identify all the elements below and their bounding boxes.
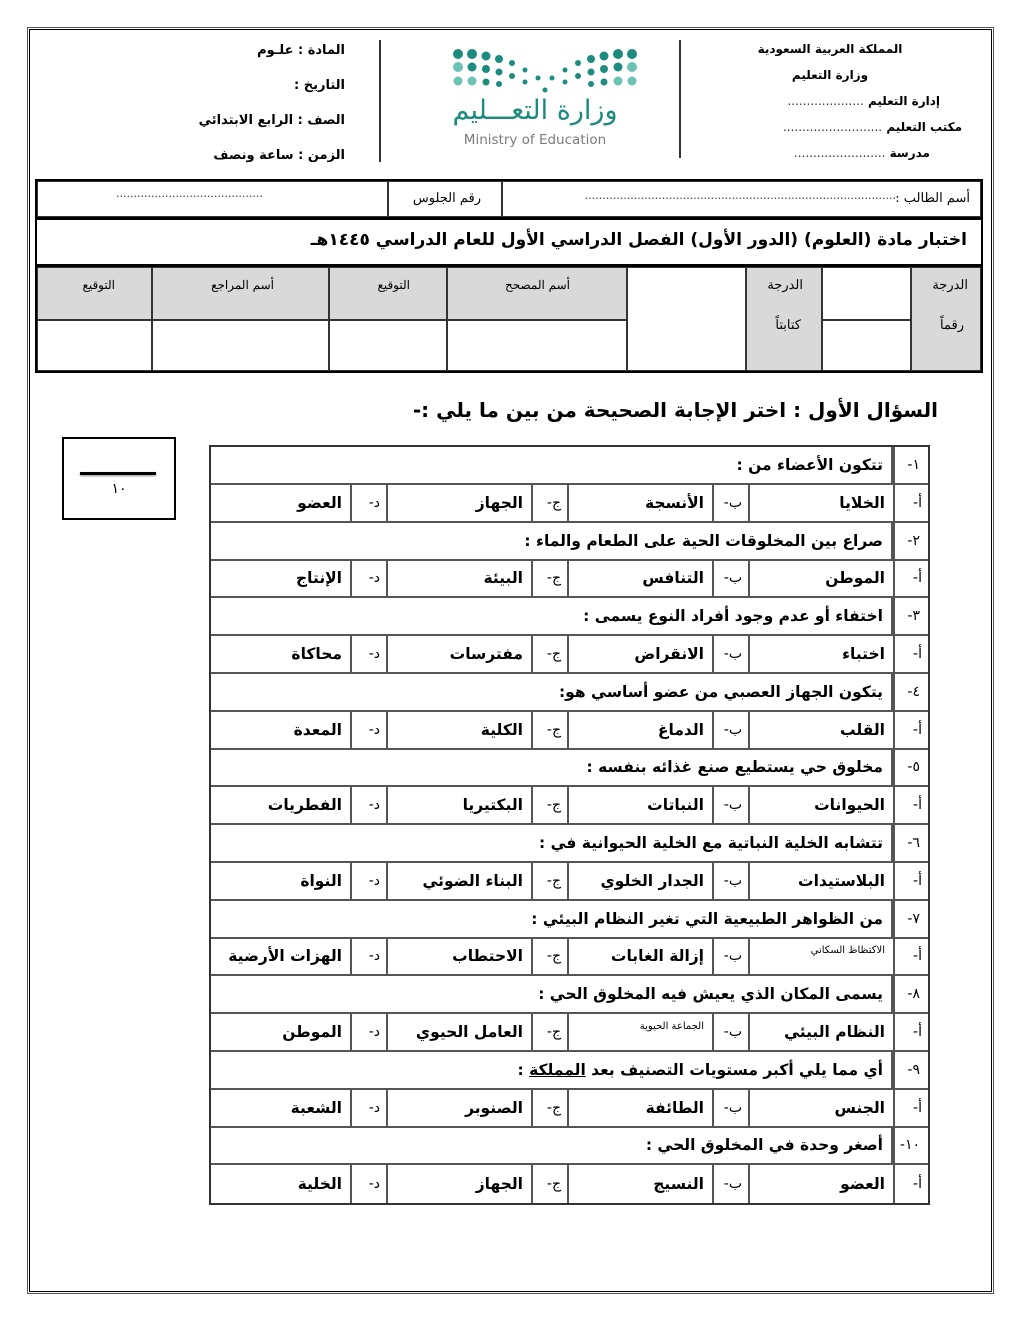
option-c[interactable]: العامل الحيوي: [386, 1014, 531, 1050]
grade-written-sublabel: كتابتاً: [775, 318, 801, 333]
option-a[interactable]: الاكتظاظ السكاني: [748, 938, 893, 974]
question-number: ٩-: [893, 1052, 928, 1088]
question-number: ٣-: [893, 598, 928, 634]
grade-numeric-sublabel: رقماً: [940, 318, 964, 333]
option-a-label: أ-: [893, 636, 928, 672]
options-row: [211, 863, 928, 901]
option-a-label: أ-: [893, 787, 928, 823]
option-d-label: د-: [350, 938, 386, 974]
education-office-label: مكتب التعليم: [886, 120, 962, 134]
question-row: [211, 447, 928, 485]
option-d-label: د-: [350, 1165, 386, 1203]
reviewer-name-header: [152, 267, 329, 320]
option-a-label: أ-: [893, 863, 928, 899]
grade-numeric-cell-bottom[interactable]: [822, 320, 911, 371]
option-c-label: ج-: [531, 636, 567, 672]
education-admin-label: إدارة التعليم: [867, 94, 940, 108]
question-text: من الظواهر الطبيعية التي تغير النظام البيئي :: [211, 901, 893, 937]
option-c-label: ج-: [531, 938, 567, 974]
corrector-name-label: أسم المصحح: [504, 278, 570, 292]
option-a-label: أ-: [893, 712, 928, 748]
ministry-name: وزارة التعليم: [791, 68, 869, 82]
option-b[interactable]: التنافس: [567, 560, 712, 596]
option-a[interactable]: النظام البيئي: [748, 1014, 893, 1050]
option-d-label: د-: [350, 485, 386, 521]
question-text: اختفاء أو عدم وجود أفراد النوع يسمى :: [211, 598, 893, 634]
question-row: [211, 1052, 928, 1090]
option-c[interactable]: البكتيريا: [386, 787, 531, 823]
grade-numeric-cell-top[interactable]: [822, 267, 911, 320]
option-d-label: د-: [350, 787, 386, 823]
seat-number-input[interactable]: ..........................................: [116, 187, 263, 200]
option-b-label: ب-: [712, 560, 748, 596]
question-number: ٢-: [893, 523, 928, 559]
option-d[interactable]: الشعبة: [290, 1098, 342, 1117]
education-admin-value[interactable]: ....................: [787, 94, 864, 108]
score-total: ١٠: [111, 481, 127, 497]
grade-field: الصف : الرابع الابتدائي: [198, 113, 345, 128]
option-c[interactable]: الصنوبر: [386, 1090, 531, 1126]
option-b-label: ب-: [712, 787, 748, 823]
logo-english-text: Ministry of Education: [463, 132, 607, 148]
option-a[interactable]: القلب: [748, 712, 893, 748]
corrector-name-cell[interactable]: [447, 320, 627, 371]
option-c-label: ج-: [531, 1090, 567, 1126]
grade-written-label-cell: [746, 267, 822, 371]
header-divider-left: [379, 40, 381, 162]
header-divider-right: [679, 40, 681, 158]
option-b[interactable]: النسيج: [567, 1165, 712, 1203]
option-d-label: د-: [350, 636, 386, 672]
question-text: يتكون الجهاز العصبي من عضو أساسي هو:: [211, 674, 893, 710]
grade-written-cell[interactable]: [627, 267, 746, 371]
education-admin-field[interactable]: [690, 88, 970, 114]
options-row: [211, 787, 928, 825]
question-number: ٦-: [893, 825, 928, 861]
corrector-signature-header: [329, 267, 447, 320]
education-office-value[interactable]: ..........................: [782, 120, 883, 134]
option-c-label: ج-: [531, 1014, 567, 1050]
option-b[interactable]: الجماعة الحيوية: [567, 1014, 712, 1050]
header-ministry-info: [690, 36, 970, 166]
option-b[interactable]: إزالة الغابات: [567, 938, 712, 974]
option-b-label: ب-: [712, 1165, 748, 1203]
option-a-label: أ-: [893, 1090, 928, 1126]
option-b-label: ب-: [712, 712, 748, 748]
option-b[interactable]: الطائفة: [567, 1090, 712, 1126]
question-text: أصغر وحدة في المخلوق الحي :: [211, 1127, 893, 1163]
question-row: [211, 674, 928, 712]
option-a[interactable]: البلاستيدات: [748, 863, 893, 899]
question1-title: السؤال الأول : اختر الإجابة الصحيحة من بين ما يلي :-: [412, 398, 938, 422]
date-field[interactable]: التاريخ :: [294, 78, 345, 93]
option-a[interactable]: اختباء: [748, 636, 893, 672]
option-c-label: ج-: [531, 560, 567, 596]
reviewer-signature-header: [37, 267, 152, 320]
option-d-label: د-: [350, 1090, 386, 1126]
reviewer-signature-cell[interactable]: [37, 320, 152, 371]
option-b-label: ب-: [712, 1090, 748, 1126]
option-c[interactable]: الاحتطاب: [386, 938, 531, 974]
option-b-label: ب-: [712, 636, 748, 672]
option-c-label: ج-: [531, 712, 567, 748]
reviewer-name-cell[interactable]: [152, 320, 329, 371]
option-d[interactable]: الخلية: [297, 1175, 342, 1194]
seat-number-label: رقم الجلوس: [412, 191, 481, 206]
exam-title: اختبار مادة (العلوم) (الدور الأول) الفصل الدراسي الأول للعام الدراسي ١٤٤٥هـ: [310, 230, 967, 250]
reviewer-name-label: أسم المراجع: [211, 278, 274, 292]
subject-field: المادة : علـوم: [257, 43, 345, 58]
student-name-input[interactable]: .........................................................................................: [584, 189, 896, 202]
grade-numeric-label-cell: [911, 267, 981, 371]
seat-number-cell[interactable]: [37, 181, 388, 217]
seat-number-label-cell: [388, 181, 502, 217]
logo-dots-icon: [450, 48, 640, 93]
option-a[interactable]: الحيوانات: [748, 787, 893, 823]
reviewer-signature-label: التوقيع: [82, 278, 115, 292]
question-text: تتكون الأعضاء من :: [211, 447, 893, 483]
option-a[interactable]: العضو: [748, 1165, 893, 1203]
option-a[interactable]: الموطن: [748, 560, 893, 596]
question-number: ٥-: [893, 749, 928, 785]
time-field: الزمن : ساعة ونصف: [213, 148, 345, 163]
option-d[interactable]: الهزات الأرضية: [228, 947, 342, 966]
question-row: [211, 825, 928, 863]
question-text-emphasis: المملكة: [529, 1060, 586, 1079]
question-text: صراع بين المخلوقات الحية على الطعام والماء :: [211, 523, 893, 559]
option-d[interactable]: الإنتاج: [296, 569, 342, 588]
option-c[interactable]: البناء الضوئي: [386, 863, 531, 899]
option-d-label: د-: [350, 560, 386, 596]
option-a-label: أ-: [893, 1014, 928, 1050]
question-row: [211, 749, 928, 787]
option-c-label: ج-: [531, 787, 567, 823]
question-number: ١-: [893, 447, 928, 483]
option-a[interactable]: الجنس: [748, 1090, 893, 1126]
question-text-part: :: [517, 1060, 530, 1079]
corrector-name-header: [447, 267, 627, 320]
question-row: [211, 523, 928, 561]
question-text: مخلوق حي يستطيع صنع غذائه بنفسه :: [211, 749, 893, 785]
option-b-label: ب-: [712, 863, 748, 899]
options-row: [211, 485, 928, 523]
question-text: تتشابه الخلية النباتية مع الخلية الحيوانية في :: [211, 825, 893, 861]
option-a-label: أ-: [893, 1165, 928, 1203]
option-c-label: ج-: [531, 1165, 567, 1203]
school-field[interactable]: [690, 140, 970, 166]
option-b[interactable]: الدماغ: [567, 712, 712, 748]
option-b-label: ب-: [712, 485, 748, 521]
option-c[interactable]: الكلية: [386, 712, 531, 748]
options-row: [211, 1090, 928, 1128]
option-c-label: ج-: [531, 863, 567, 899]
logo-arabic-text: وزارة التعـــليم: [452, 95, 618, 126]
options-row: [211, 712, 928, 750]
country-name: المملكة العربية السعودية: [757, 42, 903, 56]
question-row: [211, 976, 928, 1014]
grade-written-label: الدرجة: [767, 278, 803, 293]
options-row: [211, 938, 928, 976]
option-c[interactable]: مفترسات: [386, 636, 531, 672]
question1-mcq-table: [209, 445, 930, 1205]
question-number: ٨-: [893, 976, 928, 1012]
option-d[interactable]: المعدة: [293, 720, 342, 739]
question-number: ٤-: [893, 674, 928, 710]
question-text: يسمى المكان الذي يعيش فيه المخلوق الحي :: [211, 976, 893, 1012]
option-b[interactable]: الجدار الخلوي: [567, 863, 712, 899]
score-fraction-line: [80, 472, 156, 475]
option-a-label: أ-: [893, 485, 928, 521]
grading-table: [35, 265, 983, 373]
option-d[interactable]: النواة: [300, 871, 342, 890]
options-row: [211, 560, 928, 598]
question-number: ١٠-: [893, 1127, 928, 1163]
option-a[interactable]: الخلايا: [748, 485, 893, 521]
option-d[interactable]: الفطريات: [267, 796, 342, 815]
student-name-cell[interactable]: [502, 181, 981, 217]
question-row: [211, 901, 928, 939]
option-c[interactable]: البيئة: [386, 560, 531, 596]
student-name-label: أسم الطالب :: [895, 191, 970, 206]
options-row: [211, 1165, 928, 1203]
grade-numeric-label: الدرجة: [932, 278, 968, 293]
ministry-logo: [410, 40, 660, 155]
option-b[interactable]: الأنسجة: [567, 485, 712, 521]
education-office-field[interactable]: [690, 114, 970, 140]
exam-title-row: [35, 218, 983, 266]
option-d[interactable]: محاكاة: [291, 645, 342, 663]
option-c[interactable]: الجهاز: [386, 485, 531, 521]
options-row: [211, 1014, 928, 1052]
option-b[interactable]: النباتات: [567, 787, 712, 823]
option-b[interactable]: الانقراض: [567, 636, 712, 672]
header-exam-info: [120, 36, 345, 176]
question-row: [211, 598, 928, 636]
option-b-label: ب-: [712, 1014, 748, 1050]
option-a-label: أ-: [893, 938, 928, 974]
question-number: ٧-: [893, 901, 928, 937]
corrector-signature-cell[interactable]: [329, 320, 447, 371]
school-label: مدرسة: [889, 146, 930, 160]
option-d-label: د-: [350, 712, 386, 748]
option-d[interactable]: الموطن: [282, 1023, 342, 1041]
option-b-label: ب-: [712, 938, 748, 974]
question-text: [211, 1052, 893, 1088]
student-info-row: [35, 179, 983, 219]
option-c[interactable]: الجهاز: [386, 1165, 531, 1203]
options-row: [211, 636, 928, 674]
question-text-part: أي مما يلي أكبر مستويات التصنيف بعد: [585, 1060, 883, 1079]
question1-score-box: [62, 437, 176, 520]
option-d-label: د-: [350, 863, 386, 899]
option-d[interactable]: العضو: [297, 493, 342, 512]
corrector-signature-label: التوقيع: [377, 278, 410, 292]
option-c-label: ج-: [531, 485, 567, 521]
option-a-label: أ-: [893, 560, 928, 596]
question-row: [211, 1127, 928, 1165]
option-d-label: د-: [350, 1014, 386, 1050]
school-value[interactable]: ........................: [793, 146, 886, 160]
